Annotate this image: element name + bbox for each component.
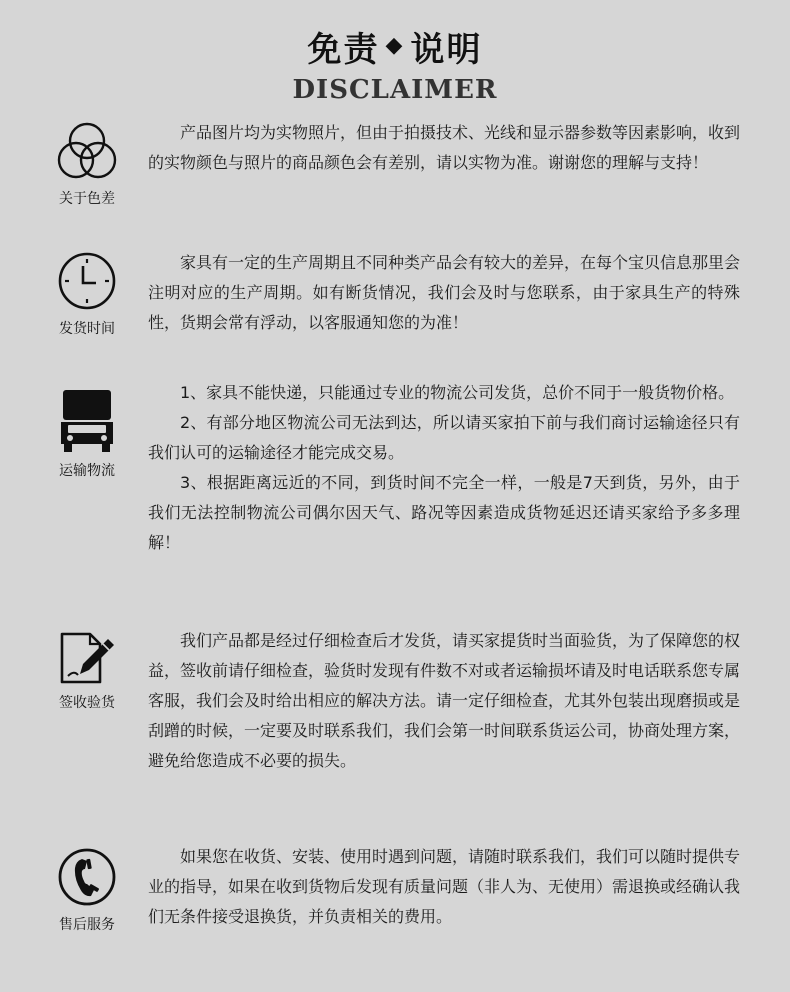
section-text (148, 248, 740, 338)
section-text (148, 378, 740, 558)
page-title (0, 22, 790, 71)
section-icon-col (45, 120, 129, 208)
paragraph: 产品图片均为实物照片，但由于拍摄技术、光线和显示器参数等因素影响，收到的实物颜色与照片的商品颜色会有差别，请以实物为准。谢谢您的理解与支持！ (148, 123, 741, 172)
section-icon-col (45, 846, 129, 934)
section-label: 签收验货 (59, 695, 115, 711)
section-icon-col (45, 250, 129, 338)
truck-icon (59, 388, 115, 454)
title-right: 说明 (410, 30, 483, 70)
paragraph: 如果您在收货、安装、使用时遇到问题，请随时联系我们，我们可以随时提供专业的指导，如果在收到货物后发现有质量问题（非人为、无使用）需退换或经确认我们无条件接受退换货，并负责相关的费用。 (148, 847, 741, 926)
phone-icon (56, 846, 118, 908)
section-text (148, 842, 740, 932)
title-left: 免责 (307, 30, 380, 70)
paragraph: 2、有部分地区物流公司无法到达，所以请买家拍下前与我们商讨运输途径只有我们认可的运输途径才能完成交易。 (148, 413, 740, 462)
page-subtitle: DISCLAIMER (292, 75, 498, 105)
paragraph: 1、家具不能快递，只能通过专业的物流公司发货，总价不同于一般货物价格。 (180, 383, 735, 402)
color-circles-icon (54, 120, 120, 182)
paragraph: 3、根据距离远近的不同，到货时间不完全一样，一般是7天到货，另外，由于我们无法控制物流公司偶尔因天气、路况等因素造成货物延迟还请买家给予多多理解！ (148, 473, 740, 552)
header (0, 22, 790, 105)
diamond-icon: ◆ (385, 33, 405, 58)
paragraph: 我们产品都是经过仔细检查后才发货，请买家提货时当面验货，为了保障您的权益，签收前请仔细检查，验货时发现有件数不对或者运输损坏请及时电话联系您专属客服，我们会及时给出相应的解决方法。请一定仔细检查，尤其外包装出现磨损或是刮蹭的时候，一定要及时联系我们，我们会第一时间联系货运公司，协商处理方案，避免给您造成不必要的损失。 (148, 631, 741, 770)
section-label: 发货时间 (59, 321, 115, 337)
section-icon-col (45, 630, 129, 712)
section-label: 运输物流 (59, 463, 115, 479)
sign-document-icon (56, 630, 118, 686)
section-text (148, 626, 740, 776)
section-text (148, 118, 740, 178)
clock-icon (56, 250, 118, 312)
section-icon-col (45, 388, 129, 480)
paragraph: 家具有一定的生产周期且不同种类产品会有较大的差异，在每个宝贝信息那里会注明对应的生产周期。如有断货情况，我们会及时与您联系，由于家具生产的特殊性，货期会常有浮动，以客服通知您的为准！ (148, 253, 741, 332)
section-label: 售后服务 (59, 917, 115, 933)
section-label: 关于色差 (59, 191, 115, 207)
